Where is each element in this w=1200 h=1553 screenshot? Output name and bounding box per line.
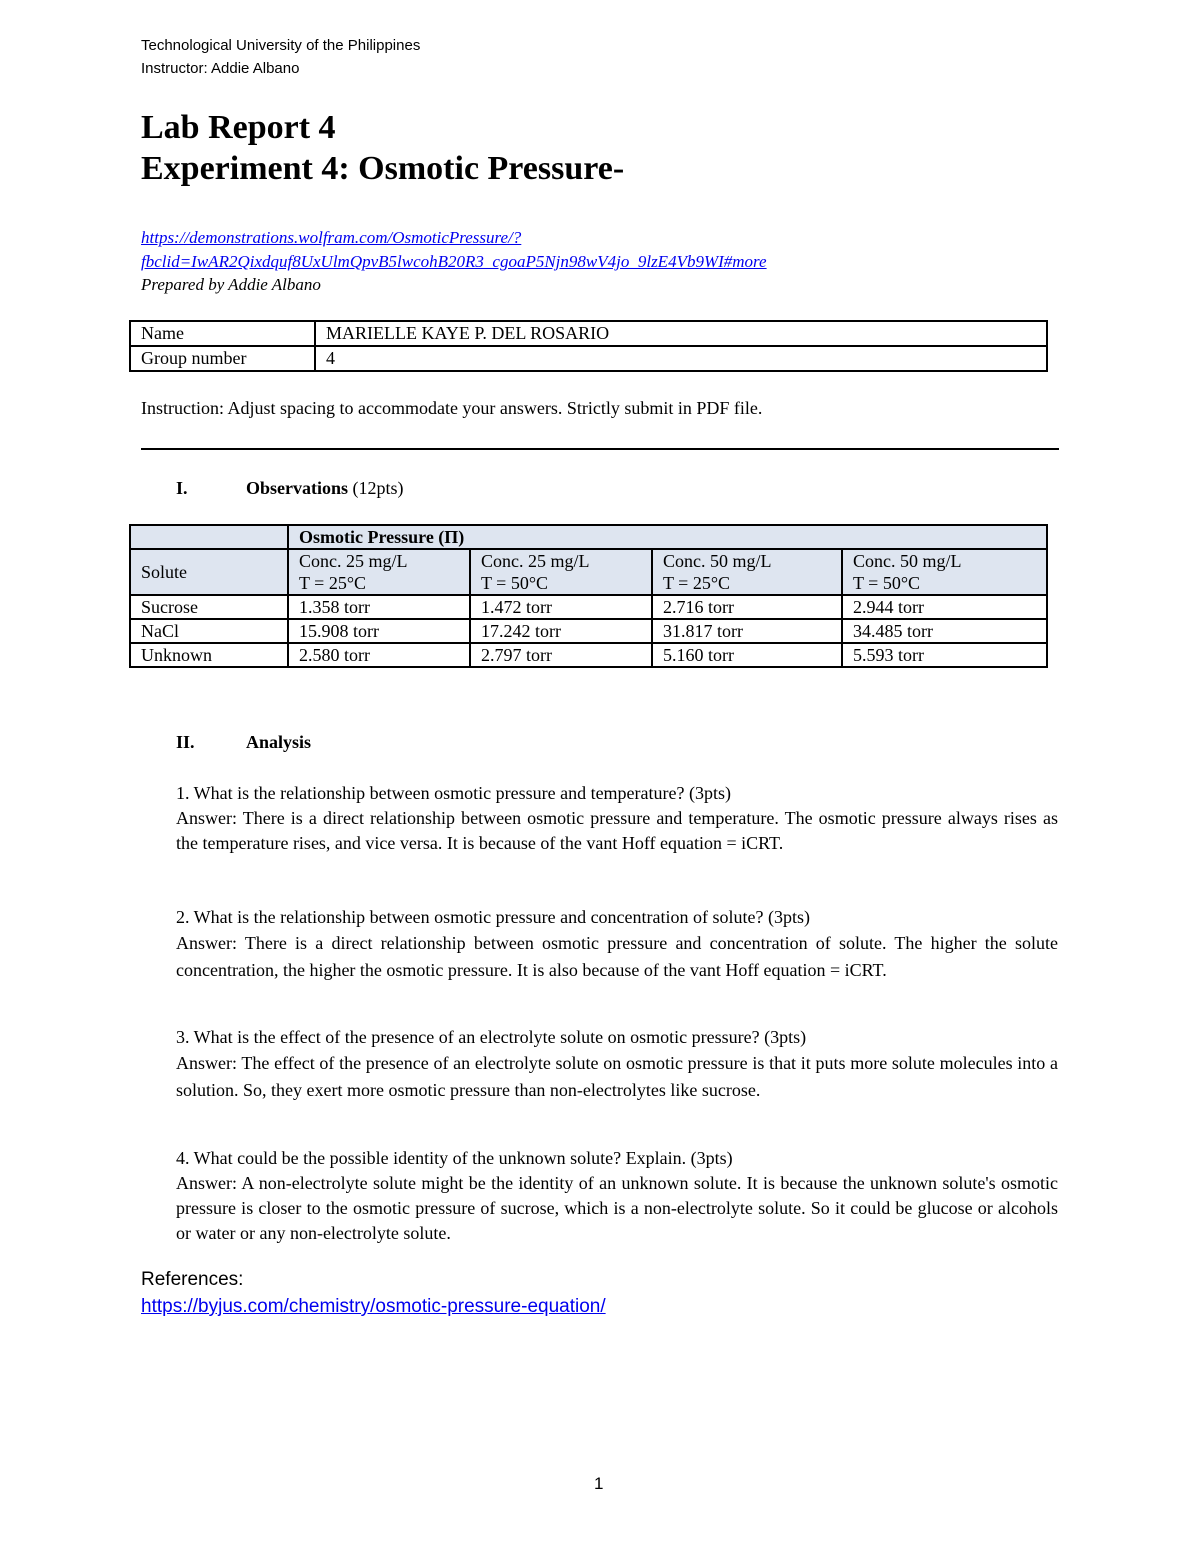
column-temp: T = 25°C: [663, 573, 731, 593]
column-conc: Conc. 50 mg/L: [853, 551, 962, 571]
observations-table: [129, 524, 1048, 668]
column-conc: Conc. 25 mg/L: [299, 551, 408, 571]
report-title: Lab Report 4: [141, 109, 336, 146]
column-temp: T = 50°C: [853, 573, 921, 593]
question-block: [176, 1025, 1058, 1104]
instruction-text: Instruction: Adjust spacing to accommodate your answers. Strictly submit in PDF file.: [141, 398, 763, 418]
table-cell: 1.358 torr: [288, 595, 470, 619]
section-title: Observations: [246, 478, 349, 498]
column-header: [652, 549, 842, 595]
question-block: [176, 1146, 1058, 1246]
answer-text: Answer: The effect of the presence of an electrolyte solute on osmotic pressure is that it puts more solute molecules into a solution. So, they exert more osmotic pressure than non-electrolytes like sucrose.: [176, 1053, 1058, 1100]
experiment-title: Experiment 4: Osmotic Pressure-: [141, 150, 625, 187]
table-corner-cell: [130, 525, 288, 549]
answer-text: Answer: There is a direct relationship between osmotic pressure and temperature. The osmotic pressure always rises as the temperature rises, and vice versa. It is because of the vant Hoff equation = iCRT.: [176, 808, 1058, 853]
question-block: [176, 905, 1058, 984]
row-solute: Sucrose: [130, 595, 288, 619]
column-conc: Conc. 25 mg/L: [481, 551, 590, 571]
table-cell: 1.472 torr: [470, 595, 652, 619]
table-cell: 5.593 torr: [842, 643, 1047, 667]
table-row: [130, 595, 1047, 619]
divider: [141, 448, 1059, 450]
table-row: [130, 643, 1047, 667]
name-label: Name: [130, 321, 315, 346]
table-cell: 15.908 torr: [288, 619, 470, 643]
column-conc: Conc. 50 mg/L: [663, 551, 772, 571]
question-text: 3. What is the effect of the presence of an electrolyte solute on osmotic pressure? (3pts): [176, 1027, 807, 1047]
student-info-table: [129, 320, 1048, 372]
column-header: [288, 549, 470, 595]
section-title: Analysis: [246, 732, 312, 752]
section-analysis-heading: [176, 732, 311, 753]
column-temp: T = 25°C: [299, 573, 367, 593]
wolfram-link-line2[interactable]: fbclid=IwAR2Qixdquf8UxUlmQpvB5lwcohB20R3_cgoaP5Njn98wV4jo_9lzE4Vb9WI#more: [141, 252, 767, 271]
row-solute: Unknown: [130, 643, 288, 667]
section-observations-heading: [176, 478, 404, 499]
header-instructor: Instructor: Addie Albano: [141, 60, 300, 77]
osmotic-pressure-header: Osmotic Pressure (Π): [288, 525, 1047, 549]
references-link[interactable]: https://byjus.com/chemistry/osmotic-pressure-equation/: [141, 1296, 606, 1317]
section-points: (12pts): [348, 478, 404, 498]
column-header: [470, 549, 652, 595]
question-text: 4. What could be the possible identity of the unknown solute? Explain. (3pts): [176, 1148, 733, 1168]
section-number: II.: [176, 732, 195, 752]
name-value: MARIELLE KAYE P. DEL ROSARIO: [315, 321, 1047, 346]
table-cell: 17.242 torr: [470, 619, 652, 643]
table-cell: 34.485 torr: [842, 619, 1047, 643]
table-cell: 2.580 torr: [288, 643, 470, 667]
references-label: References:: [141, 1269, 244, 1290]
header-university: Technological University of the Philippines: [141, 37, 421, 54]
page-number: 1: [594, 1474, 604, 1493]
group-label: Group number: [130, 346, 315, 371]
table-cell: 5.160 torr: [652, 643, 842, 667]
section-number: I.: [176, 478, 188, 498]
table-cell: 2.944 torr: [842, 595, 1047, 619]
table-cell: 31.817 torr: [652, 619, 842, 643]
wolfram-link-line1[interactable]: https://demonstrations.wolfram.com/OsmoticPressure/?: [141, 228, 522, 247]
question-text: 2. What is the relationship between osmotic pressure and concentration of solute? (3pts): [176, 907, 810, 927]
answer-text: Answer: There is a direct relationship between osmotic pressure and concentration of solute. The higher the solute concentration, the higher the osmotic pressure. It is also because of the vant Hoff equation = iCRT.: [176, 933, 1058, 980]
column-header: [842, 549, 1047, 595]
prepared-by: Prepared by Addie Albano: [141, 275, 321, 294]
row-solute: NaCl: [130, 619, 288, 643]
question-text: 1. What is the relationship between osmotic pressure and temperature? (3pts): [176, 783, 731, 803]
references-block: [141, 1266, 606, 1320]
table-row: [130, 619, 1047, 643]
table-cell: 2.797 torr: [470, 643, 652, 667]
question-block: [176, 781, 1058, 856]
group-value: 4: [315, 346, 1047, 371]
table-cell: 2.716 torr: [652, 595, 842, 619]
column-temp: T = 50°C: [481, 573, 549, 593]
answer-text: Answer: A non-electrolyte solute might be the identity of an unknown solute. It is because the unknown solute's osmotic pressure is closer to the osmotic pressure of sucrose, which is a non-electrolyte solute. So it could be glucose or alcohols or water or any non-electrolyte solute.: [176, 1173, 1058, 1243]
solute-header: Solute: [130, 549, 288, 595]
